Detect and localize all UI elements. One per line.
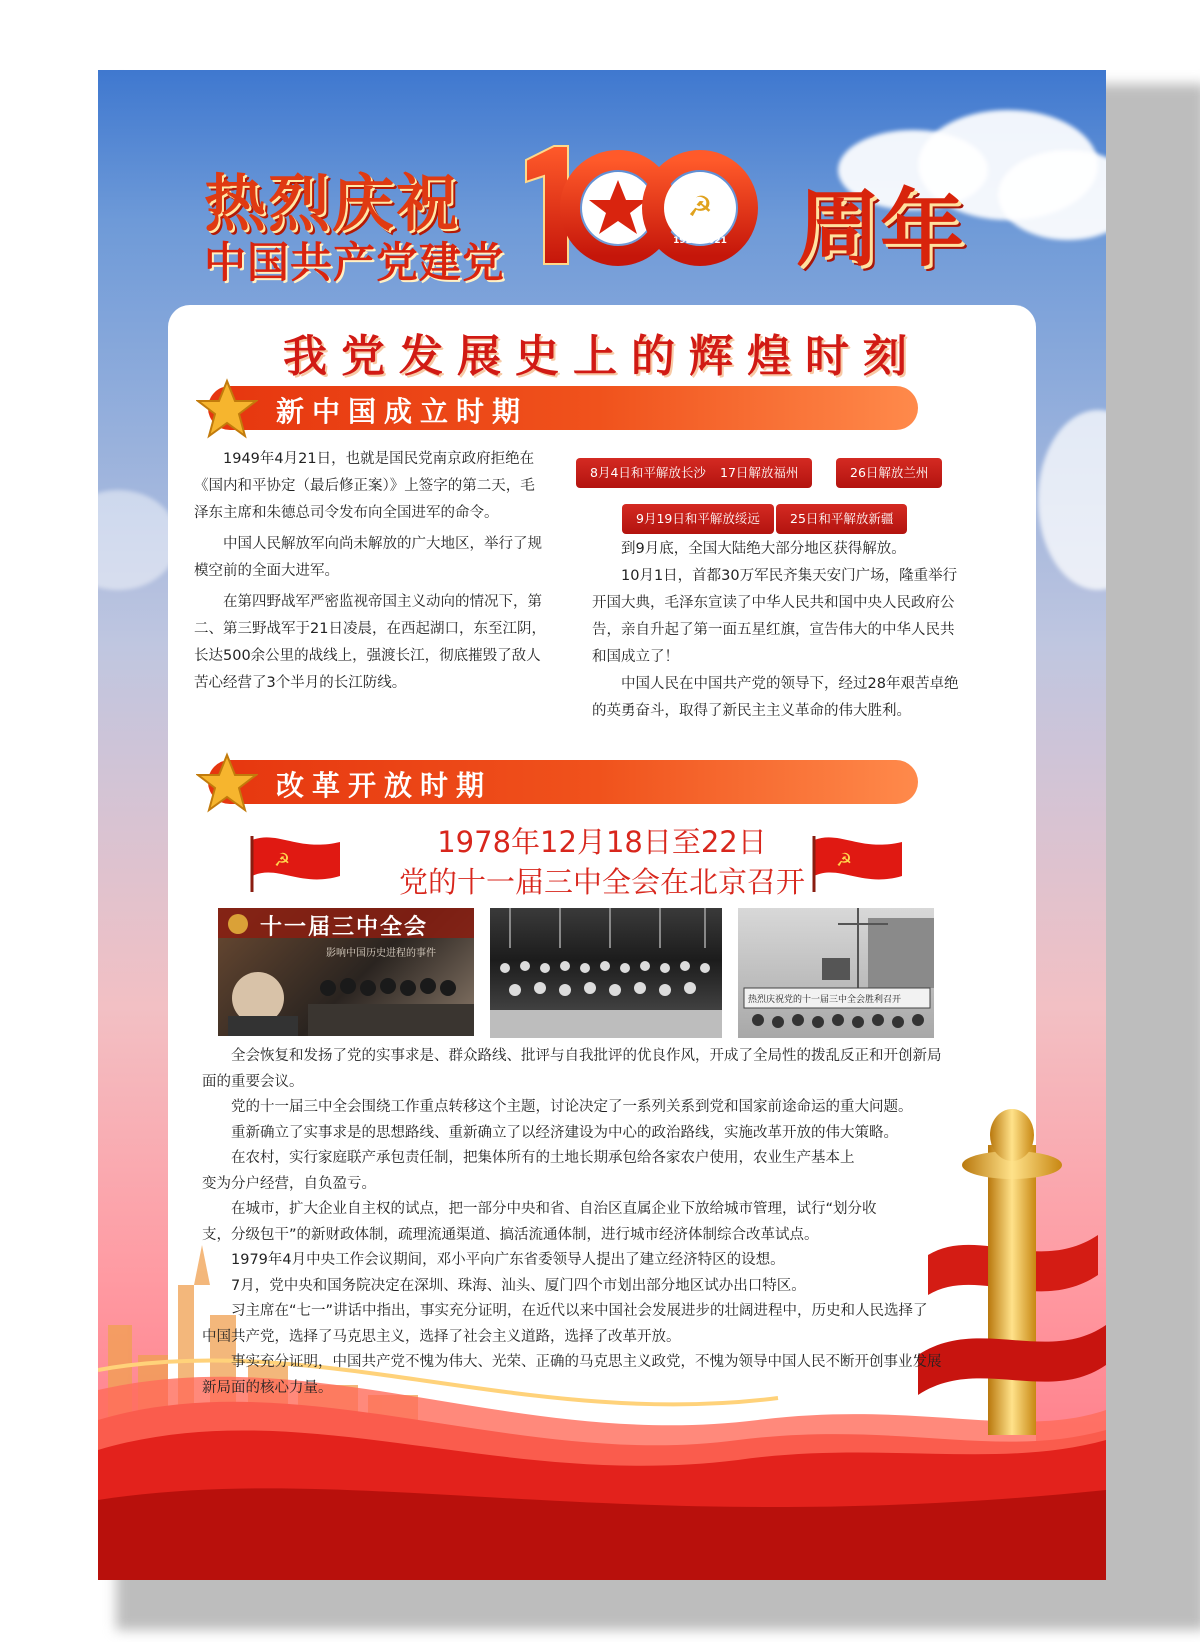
paragraph: 10月1日，首都30万军民齐集天安门广场，隆重举行开国大典，毛泽东宣读了中华人民共和国中央人民政府公告，亲自升起了第一面五星红旗，宣告伟大的中华人民共和国成立了！ <box>592 568 958 665</box>
plenum-title: 党的十一届三中全会在北京召开 <box>398 865 805 899</box>
photo-title: 十一届三中全会 <box>260 915 429 940</box>
paragraph: 重新确立了实事求是的思想路线、重新确立了以经济建设为中心的政治路线，实施改革开放的伟大策略。 <box>231 1124 898 1141</box>
header-line1: 热烈庆祝 <box>204 167 461 240</box>
badge: 17日解放福州 <box>706 458 812 488</box>
hammer-sickle-icon: ☭ <box>687 190 713 223</box>
paragraph: 事实充分证明，中国共产党不愧为伟大、光荣、正确的马克思主义政党，不愧为领导中国人民不断开创事业发展新局面的核心力量。 <box>202 1354 942 1396</box>
svg-text:☭: ☭ <box>274 850 291 871</box>
badge: 9月19日和平解放绥远 <box>622 504 774 534</box>
paragraph: 中国人民在中国共产党的领导下，经过28年艰苦卓绝的英勇奋斗，取得了新民主主义革命的伟大胜利。 <box>592 676 959 719</box>
section-label: 新中国成立时期 <box>276 395 529 428</box>
centenary-logo <box>518 142 758 272</box>
founding-right-text <box>592 536 960 725</box>
paragraph: 习主席在“七一”讲话中指出，事实充分证明，在近代以来中国社会发展进步的壮阔进程中，历史和人民选择了中国共产党，选择了马克思主义，选择了社会主义道路，选择了改革开放。 <box>202 1303 928 1345</box>
paragraph: 党的十一届三中全会围绕工作重点转移这个主题，讨论决定了一系列关系到党和国家前途命运的重大问题。 <box>231 1099 913 1115</box>
header-line2: 中国共产党建党 <box>204 238 506 287</box>
header-years-word: 周年 <box>796 180 965 278</box>
paragraph: 1949年4月21日，也就是国民党南京政府拒绝在《国内和平协定（最后修正案）》上签字的第二天，毛泽东主席和朱德总司令发布向全国进军的命令。 <box>194 451 535 521</box>
svg-text:☭: ☭ <box>836 850 853 871</box>
paragraph: 在农村，实行家庭联产承包责任制，把集体所有的土地长期承包给各家农户使用，农业生产基本上变为分户经营，自负盈亏。 <box>202 1150 855 1192</box>
section-heading-reform <box>208 760 918 804</box>
cloud <box>98 490 178 590</box>
paragraph: 7月，党中央和国务院决定在深圳、珠海、汕头、厦门四个市划出部分地区试办出口特区。 <box>231 1277 806 1294</box>
paragraph: 到9月底，全国大陆绝大部分地区获得解放。 <box>621 541 906 557</box>
paragraph: 全会恢复和发扬了党的实事求是、群众路线、批评与自我批评的优良作风，开成了全局性的拨乱反正和开创新局面的重要会议。 <box>202 1048 942 1090</box>
page-title: 我党发展史上的辉煌时刻 <box>283 331 921 382</box>
paragraph: 在城市，扩大企业自主权的试点，把一部分中央和省、自治区直属企业下放给城市管理，试行“划分收支，分级包干”的新财政体制，疏理流通渠道、搞活流通体制，进行城市经济体制综合改革试点。 <box>202 1201 877 1243</box>
paragraph: 中国人民解放军向尚未解放的广大地区，举行了规模空前的全面大进军。 <box>194 536 542 579</box>
badge: 8月4日和平解放长沙 <box>576 458 720 488</box>
photo-plenum-hall <box>490 908 722 1038</box>
paragraph: 1979年4月中央工作会议期间，邓小平向广东省委领导人提出了建立经济特区的设想。 <box>231 1252 785 1268</box>
photo-celebration-parade <box>738 908 934 1038</box>
huabiao-pillar <box>918 1105 1106 1435</box>
banner-text: 热烈庆祝党的十一届三中全会胜利召开 <box>748 995 902 1005</box>
gold-star-icon <box>196 752 258 814</box>
plenum-date: 1978年12月18日至22日 <box>437 825 767 859</box>
photo-plenum-portrait <box>218 908 474 1036</box>
badge: 26日解放兰州 <box>836 458 942 488</box>
photo-caption: 影响中国历史进程的事件 <box>326 948 436 959</box>
reform-text <box>202 1044 942 1401</box>
cloud <box>1038 410 1106 590</box>
founding-left-text <box>194 446 549 697</box>
years-label: 1921-2021 <box>673 236 727 246</box>
section-label: 改革开放时期 <box>276 769 493 802</box>
paragraph: 在第四野战军严密监视帝国主义动向的情况下，第二、第三野战军于21日凌晨，在西起湖口，东至江阴，长达500余公里的战线上，强渡长江，彻底摧毁了敌人苦心经营了3个半月的长江防线。 <box>194 594 546 691</box>
gold-star-icon <box>196 378 258 440</box>
badge: 25日和平解放新疆 <box>776 504 907 534</box>
section-heading-founding <box>208 386 918 430</box>
poster <box>98 70 1106 1580</box>
